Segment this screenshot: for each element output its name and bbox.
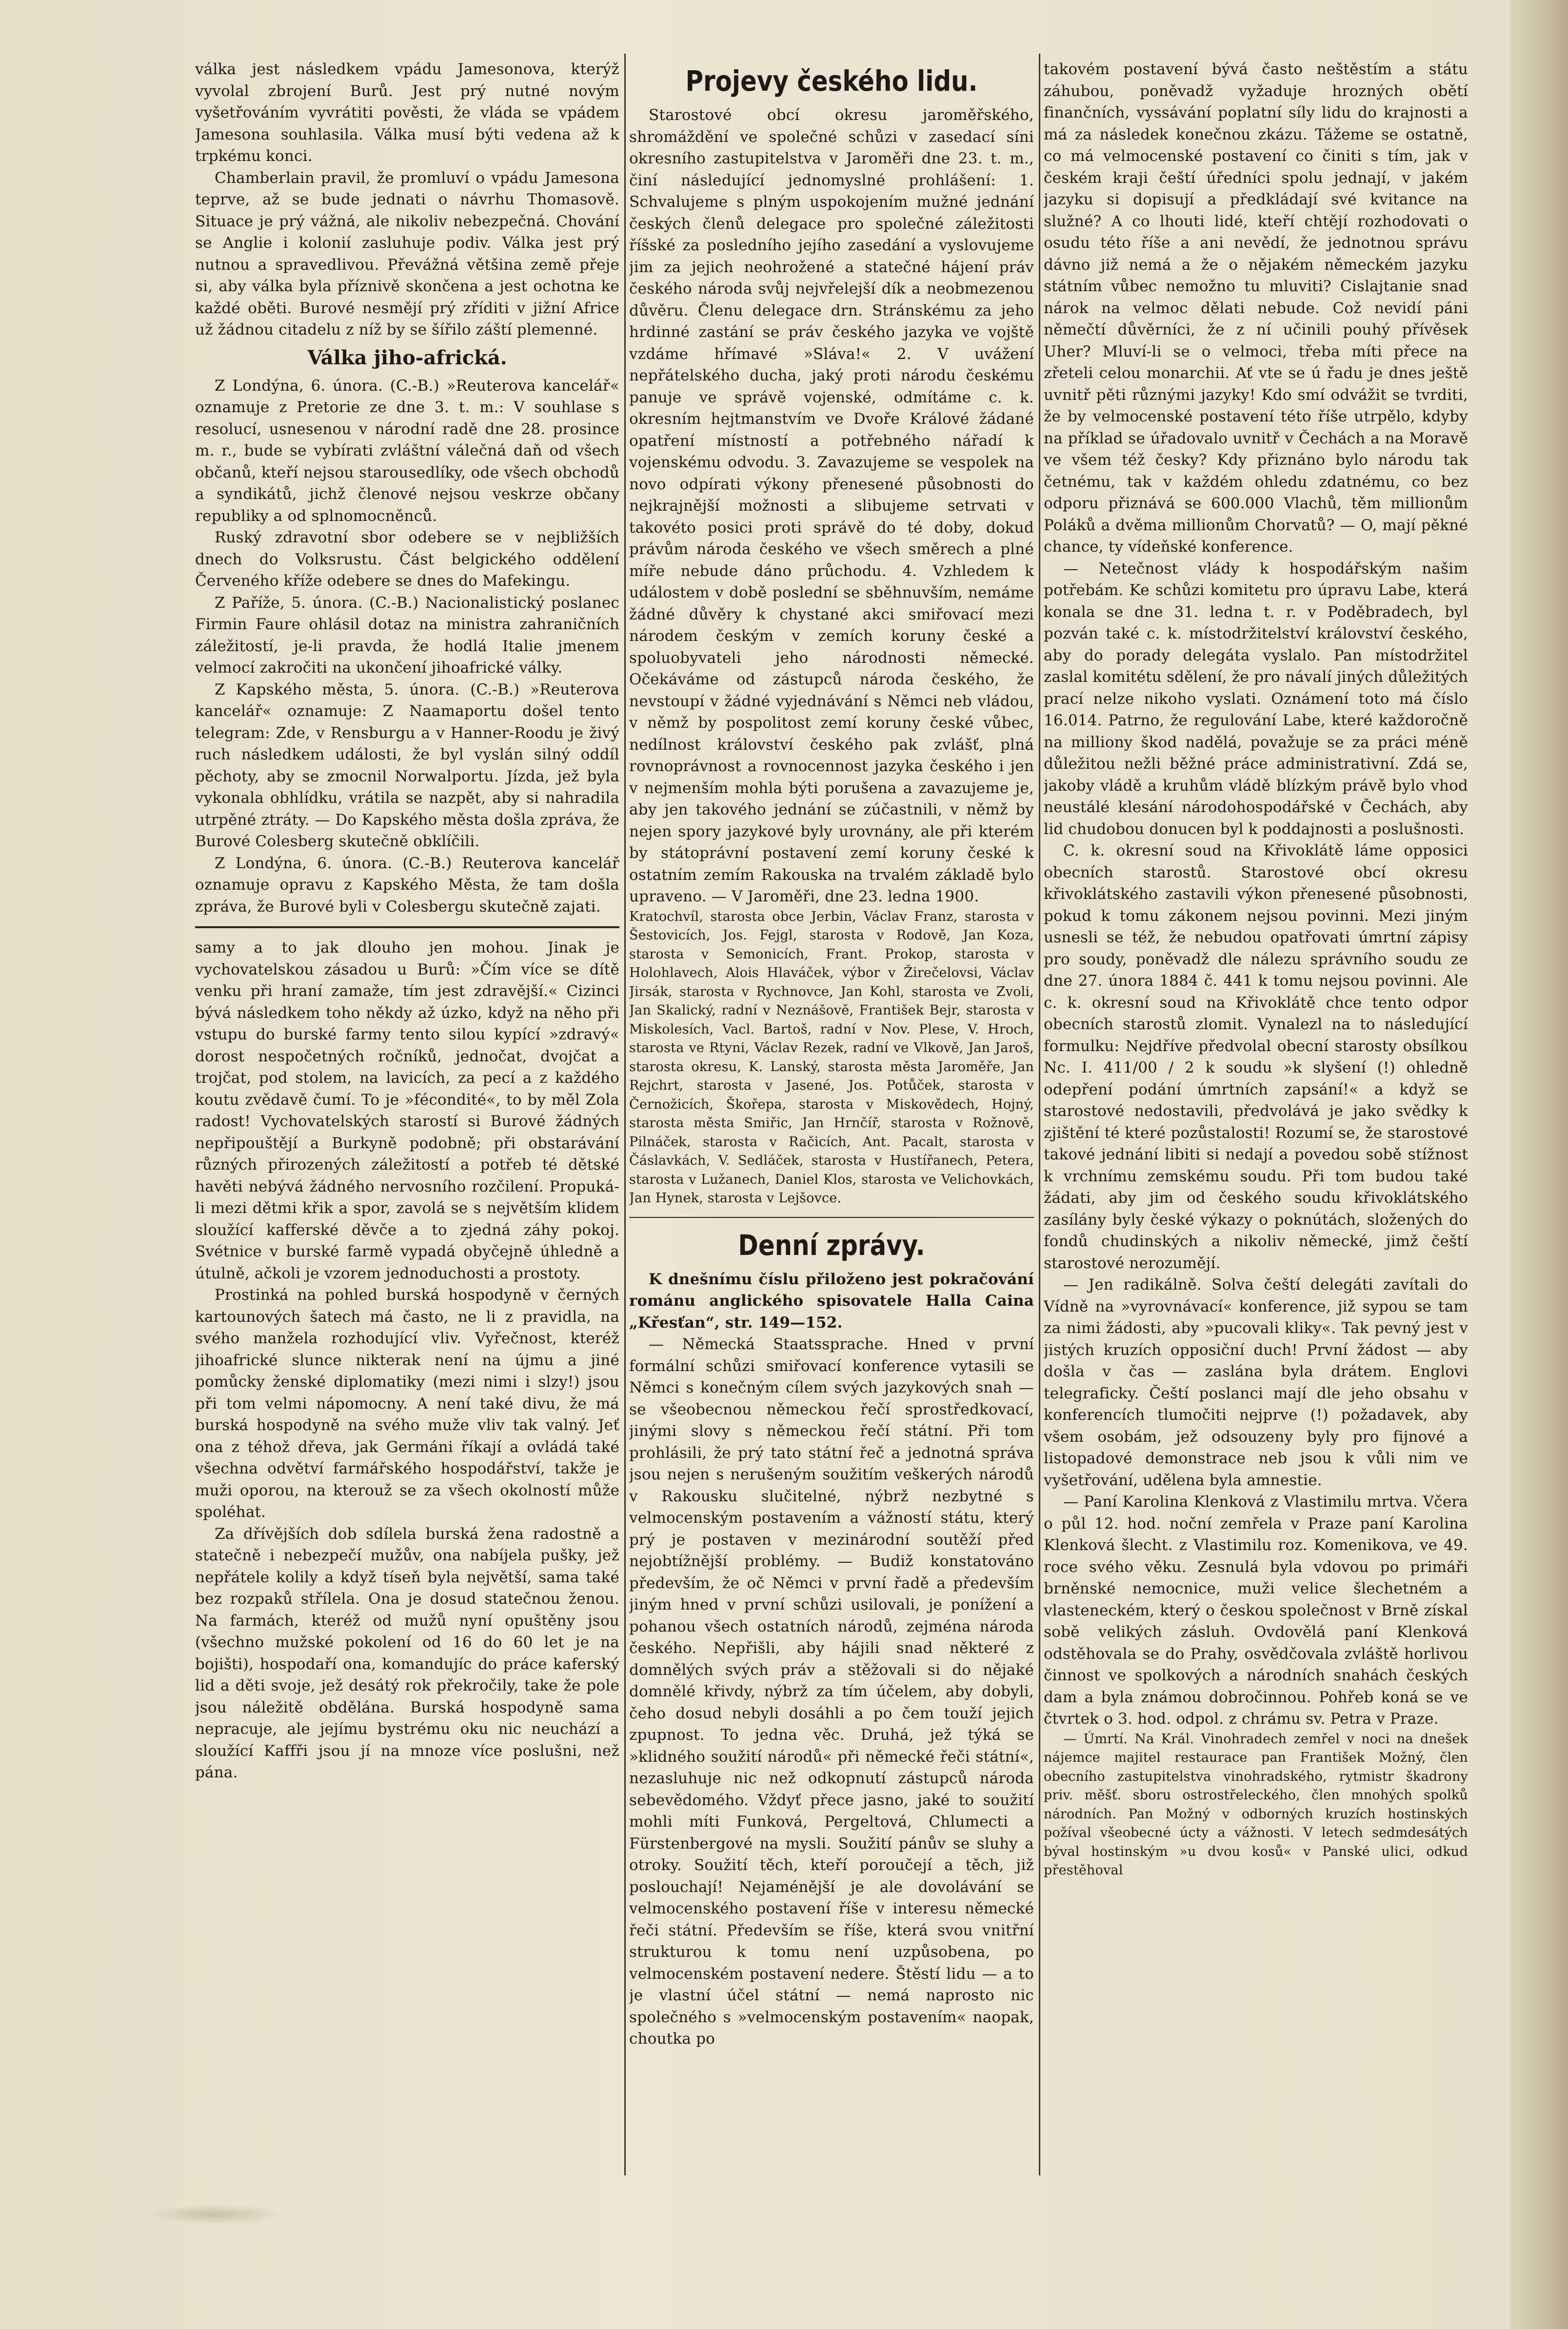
signatories-list: Kratochvíl, starosta obce Jerbin, Václav Franz, starosta v Šestovicích, Jos. Fejgl, starosta v Rodově, Jan Koza, starosta v Semonicích, Frant. Prokop, starosta v Holohlavech, Alois Hlaváček, výbor v Žirečelovsi, Václav Jirsák, starosta v Rychnovce, Jan Kohl, starosta ve Zvoli, Jan Skalický, radní v Neznášově, František Bejr, starosta v Miskolesích, Vacl. Bartoš, radní v Nov. Plese, V. Hroch, starosta ve Rtyni, Václav Rezek, radní ve Vlkově, Jan Jaroš, starosta okresu, K. Lanský, starosta města Jaroměře, Jan Rejchrt, starosta v Jasené, Jos. Potůček, starosta v Černožicích, Škořepa, starosta v Miskovědech, Hojný, starosta města Smiřic, Jan Hrnčíř, starosta v Rožnově, Pilnáček, starosta v Račicích, Ant. Pacalt, starosta v Čáslavkách, V. Sedláček, starosta v Hustířanech, Petera, starosta v Lužanech, Daniel Klos, starosta ve Velichovkách, Jan Hynek, starosta v Lejšovce. [629,909,1034,1206]
projevy-heading: Projevy českého lidu. [685,64,978,98]
news-heading: Denní zprávy. [738,1228,925,1262]
news-item-radikalne: — Jen radikálně. Solva čeští delegáti zavítali do Vídně na »vyrovnávací« konference, již sypou se tam za nimi žádosti, aby »pucovali kliky«. Tak pevný jest v jistých kruzích opposiční duch! První žádost — aby došla v čas — zaslána byla drátem. Englovi telegraficky. Čeští poslanci mají dle jeho obsahu v konferencích tlumočiti nejprve (!) požadavek, aby všem osobám, jež odsouzeny byly pro fijnové a listopadové demonstrace neb jsou k vůli nim ve vyšetřování, udělena byla amnestie. [1044,1276,1468,1489]
war-report-london-1: Z Londýna, 6. února. (C.-B.) »Reuterova kancelář« oznamuje z Pretorie ze dne 3. t. m.: V souhlase s resolucí, usnesenou v národní radě dne 28. prosince m. r., bude se vybírati zvláštní válečná daň od všech občanů, kteří nejsou starousedlíky, ode všech obchodů a syndikátů, jichž členové nejsou veskrze občany republiky a od splnomocněnců. [195,377,619,525]
column-three [1044,59,1468,2170]
column-one [195,59,619,2170]
supplement-notice: K dnešnímu číslu přiloženo jest pokračování románu anglického spisovatele Halla Caina „Křesťan“, str. 149—152. [629,1270,1034,1332]
ink-smudge [146,2205,283,2224]
column-rule-right [1039,54,1040,2175]
feuilleton-rule [195,926,619,928]
war-article-continuation: válka jest následkem vpádu Jamesonova, kterýž vyvolal zbrojení Burů. Jest prý nutné novým vyšetřováním vyvrátiti pověsti, že vláda se vpádem Jamesona souhlasila. Válka musí býti vedena až k trpkému konci. [195,60,619,165]
war-report-paris: Z Paříže, 5. února. (C.-B.) Nacionalistický poslanec Firmin Faure ohlásil dotaz na ministra zahraničních záležitostí, je-li pravda, že hodlá Italie jmenem velmocí zakročiti na ukončení jihoafrické války. [195,594,619,677]
jaromer-resolution: Starostové obcí okresu jaroměřského, shromáždění ve společné schůzi v zasedací síni okresního zastupitelstva v Jaroměři dne 23. t. m., činí následující jednomyslné prohlášení: 1. Schvalujeme s plným uspokojením mužné jednání českých členů delegace pro společné záležitosti říšské za posledního jejího zasedání a vyslovujeme jim za jejich neohrožené a statečné hájení práv českého národa svůj nejvřelejší dík a neobmezenou důvěru. Členu delegace drn. Stránskému za jeho hrdinné zastání se práv českého jazyka ve vojště vzdáme hřímavé »Sláva!« 2. V uvážení nepřátelského ducha, jaký proti národu českému panuje ve správě vojenské, odmítáme c. k. okresním hejtmanstvím ve Dvoře Králové žádané opatření místností a potřebného nářadí k vojenskému odvodu. 3. Zavazujeme se vespolek na novo odpírati výkony přenesené působnosti do nejkrajnější možnosti a slibujeme setrvati v takovéto posici proti správě do té doby, dokud právům národa českého ve všech směrech a plné míře nebude dáno průchodu. 4. Vzhledem k událostem v době poslední se sběhnuvším, nemáme žádné důvěry k chystané akci smiřovací mezi národem českým v zemích koruny české a spoluobyvateli jeho národnosti německé. Očekáváme od zástupců národa českého, že nevstoupí v žádné vyjednávání s Němci neb vládou, v němž by pospolitost zemí koruny české vůbec, nedílnost království českého pak zvlášť, plná rovnoprávnost a rovnocennost jazyka českého i jen v nejmenším mohla býti porušena a zavazujeme je, aby jen takového jednání se zúčastnili, v němž by nejen spory jazykové byly urovnány, ale při kterém by státoprávní postavení zemí koruny české k ostatním zemím Rakouska na trvalém základě bylo upraveno. — V Jaroměři, dne 23. ledna 1900. [629,106,1034,905]
news-item-krivoklat: C. k. okresní soud na Křivoklátě láme opposici obecních starostů. Starostové obcí okresu křivoklátského zastavili výkon přenesené působnosti, pokud k tomu zákonem nejsou povinni. Mezi jiným usnesli se též, že nebudou opatřovati úmrtní zápisy pro soudy, poněvadž dle nálezu správního soudu ze dne 27. února 1884 č. 441 k tomu nejsou povinni. Ale c. k. okresní soud na Křivoklátě chce tento odpor obecních starostů zlomit. Vynalezl na to následující formulku: Nejdříve předvolal obecní starosty obsílkou Nc. I. 411/00 / 2 k soudu »k slyšení (!) ohledně odepření podání úmrtních zapsání!« a když se starostové nedostavili, předvolává je jako svědky k zjištění té které pozůstalosti! Rozumí se, že starostové takové jednání libiti si nedají a povedou sobě stížnost k vrchnímu zemskému soudu. Při tom budou také žádati, aby jim od českého soudu křivoklátského zasílány byly české výkazy o poknútách, složených do fondů chudinských a nikoliv německé, jimž čeští starostové nerozumějí. [1044,842,1468,1272]
war-heading: Válka jiho-africká. [307,346,507,369]
news-item-staatssprache: — Německá Staatssprache. Hned v první formální schůzi smiřovací konference vytasili se Němci s konečným cílem svých jazykových snah — se všeobecnou německou řečí sprostředkovací, jinými slovy s německou řečí státní. Při tom prohlásili, že prý tato státní řeč a jednotná správa jsou nejen s nerušeným soužitím veškerých národů v Rakousku slučitelné, nýbrž nezbytné s velmocenským postavením a vážností státu, který prý je postaven v mezinárodní soutěží před nejobtížnější problémy. — Budiž konstatováno především, že oč Němci v první řadě a především jiným hned v první schůzi usilovali, je ponížení a pohanou všech ostatních národů, zejména národa českého. Nepřišli, aby hájili snad některé z domnělých svých práv a stěžovali si do nějaké domnělé křivdy, nýbrž za tím účelem, aby dobyli, čeho dosud nebyli dosáhli a po čem touží jejich zpupnost. To jedna věc. Druhá, jež týká se »klidného soužití národů« při německé řeči státní«, nezasluhuje nic než odkopnutí zástupců národa sebevědomého. Vždyť přece jasno, jaké to soužití mohli míti Funková, Pergeltová, Chlumecti a Fürstenbergové na mysli. Soužití pánův se sluhy a otroky. Soužití těch, kteří poroučejí a těch, již poslouchají! Nejaménější je ale dovolávání se velmocenského postavení říše v interesu německé řeči státní. Především se říše, která svou vnitřní strukturou k tomu není uzpůsobena, po velmocenském postavení nedere. Štěstí lidu — a to je vlastní účel státní — nemá naprosto nic společného s »velmocenským postavením« naopak, choutka po [629,1335,1034,2048]
war-report-capetown: Z Kapského města, 5. února. (C.-B.) »Reuterova kancelář« oznamuje: Z Naamaportu došel tento telegram: Zde, v Rensburgu a v Hanner-Roodu je živý ruch následkem události, že byl vyslán silný oddíl pěchoty, aby se zmocnil Norwalportu. Jízda, jež byla vykonala obhlídku, vrátila se nazpět, aby si nahradila utrpěné ztráty. — Do Kapského města došla zpráva, že Burové Colesberg skutečně obklíčili. [195,680,619,850]
death-notice-block [1044,1730,1468,1880]
chamberlain-paragraph: Chamberlain pravil, že promluví o vpádu Jamesona teprve, až se bude jednati o návrhu Thomasově. Situace je prý vážná, ale nikoliv nebezpečná. Chování se Anglie i kolonií zasluhuje podiv. Válka jest prý nutnou a spravedlivou. Převážná většina země přeje si, aby válka byla příznivě skončena a jest ochotna ke každé oběti. Burové nesmějí prý zříditi v jižní Africe už žádnou citadelu z níž by se šířilo záští plemenné. [195,169,619,338]
section-rule [629,1217,1034,1218]
news-continuation: takovém postavení bývá často neštěstím a státu záhubou, poněvadž vyžaduje hrozných obětí finančních, vyssávání poplatní síly lidu do krajnosti a má za následek konečnou zkázu. Tážeme se ostatně, co má velmocenské postavení co činiti s tím, jak v českém kraji čeští úředníci spolu jednají, v jakém jazyku si dopisují a předkládají své kvitance na služné? A co lhouti lidé, kteří chtějí rozhodovati o osudu této říše a ani nevědí, že jednotnou správu dávno již nemá a že o nějakém německém jazyku státním vůbec nemožno tu mluviti? Cislajtanie snad nárok na velmoc dělati nebude. Což nevidí páni němečtí důvěrníci, že z ní učinili pouhý přívěsek Uher? Mluví-li se o velmoci, třeba míti přece na zřeteli celou monarchii. Ať vte se ú řadu je dnes ještě uvnitř pěti různými jazyky! Kdo smí odvážit se tvrditi, že by velmocenské postavení této říše utrpělo, kdyby na příklad se úřadovalo uvnitř v Čechách a na Moravě ve všem též česky? Kdy přiznáno bylo národu tak četnému, tak v každém ohledu zdatnému, co bez odporu přiznává se 600.000 Vlachů, těm millionům Poláků a dvěma millionům Chorvatů? — O, mají pěkné chance, ty vídeňské konference. [1044,60,1468,556]
war-report-london-2: Z Londýna, 6. února. (C.-B.) Reuterova kancelář oznamuje opravu z Kapského Města, že tam došla zpráva, že Burové byli v Colesbergu skutečně zajati. [195,854,619,916]
column-two [629,59,1034,2170]
signatories-block [629,908,1034,1208]
feuilleton-paragraph: samy a to jak dlouho jen mohou. Jinak je vychovatelskou zásadou u Burů: »Čím více se dítě venku při hraní zamaže, tím jest zdravější.« Cizinci bývá následkem toho někdy až úzko, když na něho při vstupu do burské farmy tento silou kypící »zdravý« dorost nespočetných ročníků, jednočat, dvojčat a trojčat, pod stolem, na lavicích, za pecí a z každého koutu zvědavě čumí. To je »fécondité«, to by měl Zola radost! Vychovatelských starostí si Burové žádných nepřipouštějí a Burkyně podobně; při obstarávání různých přirozených záležitostí a potřeb té dětské havěti nebývá žádného nervosního rozčilení. Propuká-li mezi dětmi křik a spor, zavolá se s největším klidem sloužící kafferské děvče a to zjedná záhy pokoj. Svétnice v burské farmě vypadá obyčejně úhledně a útulně, ačkoli je vzorem jednoduchosti a prostoty. [195,939,619,1282]
page-fold-shadow [1509,0,1568,2329]
column-rule-left [624,54,626,2175]
war-report-russian-corps: Ruský zdravotní sbor odebere se v nejbližších dnech do Volksrustu. Část belgického oddělení Červeného kříže odebere se dnes do Mafekingu. [195,529,619,590]
news-item-klenkova: — Paní Karolina Klenková z Vlastimilu mrtva. Včera o půl 12. hod. noční zemřela v Praze paní Karolina Klenková šlecht. z Vlastimilu roz. Komenikova, ve 49. roce svého věku. Zesnulá byla vdovou po primáři brněnské nemocnice, muži velice šlechetném a vlasteneckém, který o českou společnost v Brně získal sobě velikých zásluh. Ovdovělá paní Klenková odstěhovala se do Prahy, osvědčovala zvláště horlivou činnost ve spolkových a národních snahách českých dam a byla známou dobročinnou. Pohřeb koná se ve čtvrtek o 3. hod. odpol. z chrámu sv. Petra v Praze. [1044,1493,1468,1728]
feuilleton-paragraph: Prostinká na pohled burská hospodyně v černých kartounových šatech má často, ne li z pravidla, na svého manžela rozhodující vliv. Vyřečnost, kteréž jihoafrické slunce nikterak není na újmu a jiné pomůcky ženské diplomatiky (mezi nimi i slzy!) jsou při tom velmi nápomocny. A není také divu, že má burská hospodyně na svého muže vliv tak valný. Jeť ona z téhož dřeva, jak Germáni říkají a ovládá také všechna odvětví farmářského hospodářství, takže je muži oporou, na kterouž se za všech okolností může spoléhat. [195,1286,619,1521]
death-notice: — Úmrtí. Na Král. Vinohradech zemřel v noci na dnešek nájemce majitel restaurace pan František Možný, člen obecního zastupitelstva vinohradského, rytmistr škadrony priv. měšť. sboru ostrostřeleckého, člen mnohých spolků národních. Pan Možný v odborných kruzích hostinských požíval všeobecné úcty a vážnosti. V letech sedmdesátých býval hostinským »u dvou kosů« v Panské ulici, odkud přestěhoval [1044,1731,1468,1878]
feuilleton-paragraph: Za dřívějších dob sdílela burská žena radostně a statečně i nebezpečí mužův, ona nabíjela pušky, jež nepřátele kolily a když tíseň byla největší, sama také bez rozpaků střílela. Ona je dosud statečnou ženou. Na farmách, kteréž od mužů nyní opuštěny jsou (všechno mužské pokolení od 16 do 60 let je na bojišti), hospodaří ona, komandujíc do práce kaferský lid a děti svoje, jež desátý rok překročily, take že pole jsou náležitě obdělána. Burská hospodyně sama nepracuje, ale jejímu bystrému oku nic neuchází a sloužící Kaffři jsou jí na mnoze více poslušni, než pána. [195,1525,619,1781]
news-item-netecnost: — Netečnost vlády k hospodářským našim potřebám. Ke schůzi komitetu pro úpravu Labe, která konala se dne 31. ledna t. r. v Poděbradech, byl pozván také c. k. místodržitelství království českého, aby do porady delegáta vyslalo. Pan místodržitel zaslal komitétu sdělení, že pro návalí jiných důležitých prací nelze nikoho vyslati. Oznámení toto má číslo 16.014. Patrno, že regulování Labe, které každoročně na milliony škod nadělá, považuje se za práci méně důležitou nežli běžné práce administrativní. Zdá se, jakoby vládě a kruhům vládě blízkým právě bylo vhod neustálé klesání národohospodářské v Čechách, aby lid chudobou donucen byl k poddajnosti a poslušnosti. [1044,559,1468,838]
